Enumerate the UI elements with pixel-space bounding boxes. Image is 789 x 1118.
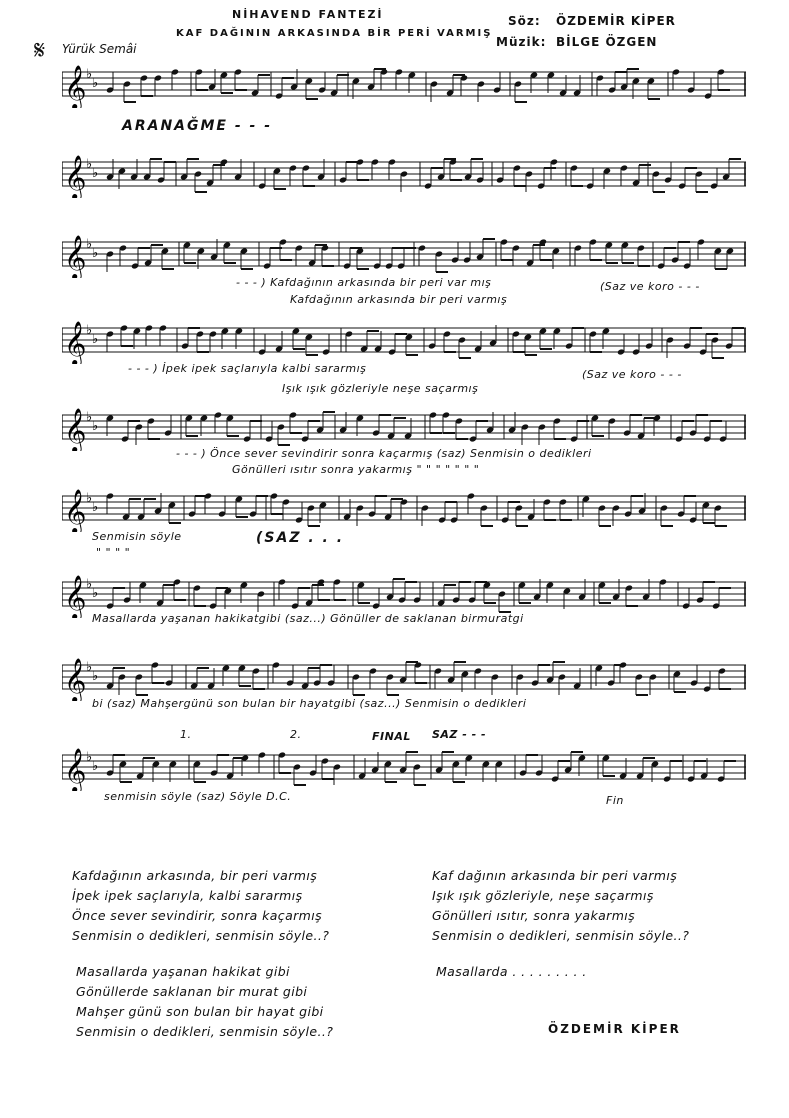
saz-label: SAZ - - - [432,728,487,741]
treble-clef-icon: 𝄞 [64,408,87,451]
lyric-line-6c: " " " " [96,546,131,559]
key-signature-flats [86,410,98,434]
lyric-line-4b: (Saz ve koro - - - [582,368,682,381]
lyric-line-4c: Işık ışık gözleriyle neşe saçarmış [282,382,479,395]
song-title: KAF DAĞININ ARKASINDA BİR PERİ VARMIŞ [176,28,493,39]
stanza-line: İpek ipek saçlarıyla, kalbi sararmış [72,888,303,903]
key-signature-flats [86,67,98,91]
svg-text:♭: ♭ [92,246,99,261]
svg-text:♭: ♭ [86,491,93,506]
stanza-right-2 [436,962,587,982]
aranagme-label: ARANAĞME - - - [122,118,273,134]
staff-system-8 [62,655,746,701]
composer-label: Müzik: [496,35,547,49]
svg-text:♭: ♭ [92,586,99,601]
staff-lines [62,72,746,96]
stanza-line: Masallarda yaşanan hakikat gibi [76,964,290,979]
staff-system-2 [62,152,746,198]
volta-1-label: 1. [180,728,192,741]
usul-name: Yürük Semâi [62,42,137,56]
key-signature-flats [86,660,98,684]
lyric-line-6b: (SAZ . . . [256,530,345,546]
svg-text:♭: ♭ [86,577,93,592]
lyric-line-3a: - - - ) Kafdağının arkasında bir peri var mış [236,276,492,289]
svg-text:♭: ♭ [92,419,99,434]
lyric-line-7a: Masallarda yaşanan hakikatgibi (saz...) Gönüller de saklanan birmuratgi [92,612,524,625]
stanza-line: Senmisin o dedikleri, senmisin söyle..? [72,928,330,943]
lyric-line-9a: senmisin söyle (saz) Söyle D.C. [104,790,292,803]
svg-text:♭: ♭ [86,660,93,675]
stanza-line: Gönüllerde saklanan bir murat gibi [76,984,308,999]
lyric-line-8a: bi (saz) Mahşergünü son bulan bir hayatgibi (saz...) Senmisin o dedikleri [92,697,527,710]
lyric-line-5b: Gönülleri ısıtır sonra yakarmış " " " " " " " [232,463,480,476]
svg-text:♭: ♭ [86,67,93,82]
lyric-line-6a: Senmisin söyle [92,530,182,543]
stanza-line: Masallarda . . . . . . . . . [436,964,587,979]
lyricist-label: Söz: [508,14,541,28]
composer-name: BİLGE ÖZGEN [556,35,658,49]
stanza-line: Senmisin o dedikleri, senmisin söyle..? [76,1024,334,1039]
lyric-line-5a: - - - ) Önce sever sevindirir sonra kaçarmış (saz) Senmisin o dedikleri [176,447,592,460]
svg-text:♭: ♭ [92,500,99,515]
svg-text:♭: ♭ [86,410,93,425]
svg-text:♭: ♭ [92,76,99,91]
staff-system-4 [62,318,746,364]
stanza-line: Mahşer günü son bulan bir hayat gibi [76,1004,324,1019]
final-label: FINAL [372,730,411,743]
stanza-left-1 [72,866,329,946]
volta-2-label: 2. [290,728,302,741]
stanza-line: Kaf dağının arkasında bir peri varmış [432,868,678,883]
svg-text:♭: ♭ [86,237,93,252]
key-signature-flats [86,750,98,774]
treble-clef-icon: 𝄞 [64,748,87,791]
makam-name: NİHAVEND FANTEZİ [232,8,384,21]
treble-clef-icon: 𝄞 [64,489,87,532]
signature: ÖZDEMİR KİPER [548,1022,681,1036]
stanza-line: Gönülleri ısıtır, sonra yakarmış [432,908,636,923]
svg-text:♭: ♭ [86,750,93,765]
svg-text:♭: ♭ [92,332,99,347]
treble-clef-icon: 𝄞 [64,155,87,198]
notes [106,751,736,785]
lyricist-name: ÖZDEMİR KİPER [556,14,676,28]
notes [106,492,727,526]
treble-clef-icon: 𝄞 [64,65,87,108]
key-signature-flats [86,157,98,181]
key-signature-flats [86,491,98,515]
stanza-line: Kafdağının arkasında, bir peri varmış [72,868,318,883]
staff-system-3 [62,232,746,278]
notes [106,411,727,445]
treble-clef-icon: 𝄞 [64,235,87,278]
svg-text:♭: ♭ [86,157,93,172]
staff-lines [62,328,746,352]
notes [106,661,731,695]
svg-text:♭: ♭ [92,166,99,181]
notes [106,158,741,192]
lyric-line-3c: Kafdağının arkasında bir peri varmış [290,293,508,306]
treble-clef-icon: 𝄞 [64,321,87,364]
segno-icon: 𝄋 [34,36,46,66]
fin-label: Fin [606,794,624,807]
stanza-left-2 [76,962,333,1042]
staff-system-1 [62,62,746,108]
svg-text:♭: ♭ [92,669,99,684]
svg-text:♭: ♭ [92,759,99,774]
staff-system-5 [62,405,746,451]
notes [106,324,744,358]
svg-text:♭: ♭ [86,323,93,338]
key-signature-flats [86,577,98,601]
key-signature-flats [86,237,98,261]
lyric-line-3b: (Saz ve koro - - - [600,280,700,293]
stanza-line: Önce sever sevindirir, sonra kaçarmış [72,908,323,923]
staff-system-6 [62,486,746,532]
lyric-line-4a: - - - ) İpek ipek saçlarıyla kalbi sararmış [128,362,367,375]
stanza-right-1 [432,866,689,946]
treble-clef-icon: 𝄞 [64,575,87,618]
treble-clef-icon: 𝄞 [64,658,87,701]
staff-lines [62,665,746,689]
stanza-line: Işık ışık gözleriyle, neşe saçarmış [432,888,654,903]
staff-system-9 [62,745,746,791]
stanza-line: Senmisin o dedikleri, senmisin söyle..? [432,928,690,943]
notes [106,68,730,102]
notes [106,578,731,612]
notes [106,238,734,272]
key-signature-flats [86,323,98,347]
